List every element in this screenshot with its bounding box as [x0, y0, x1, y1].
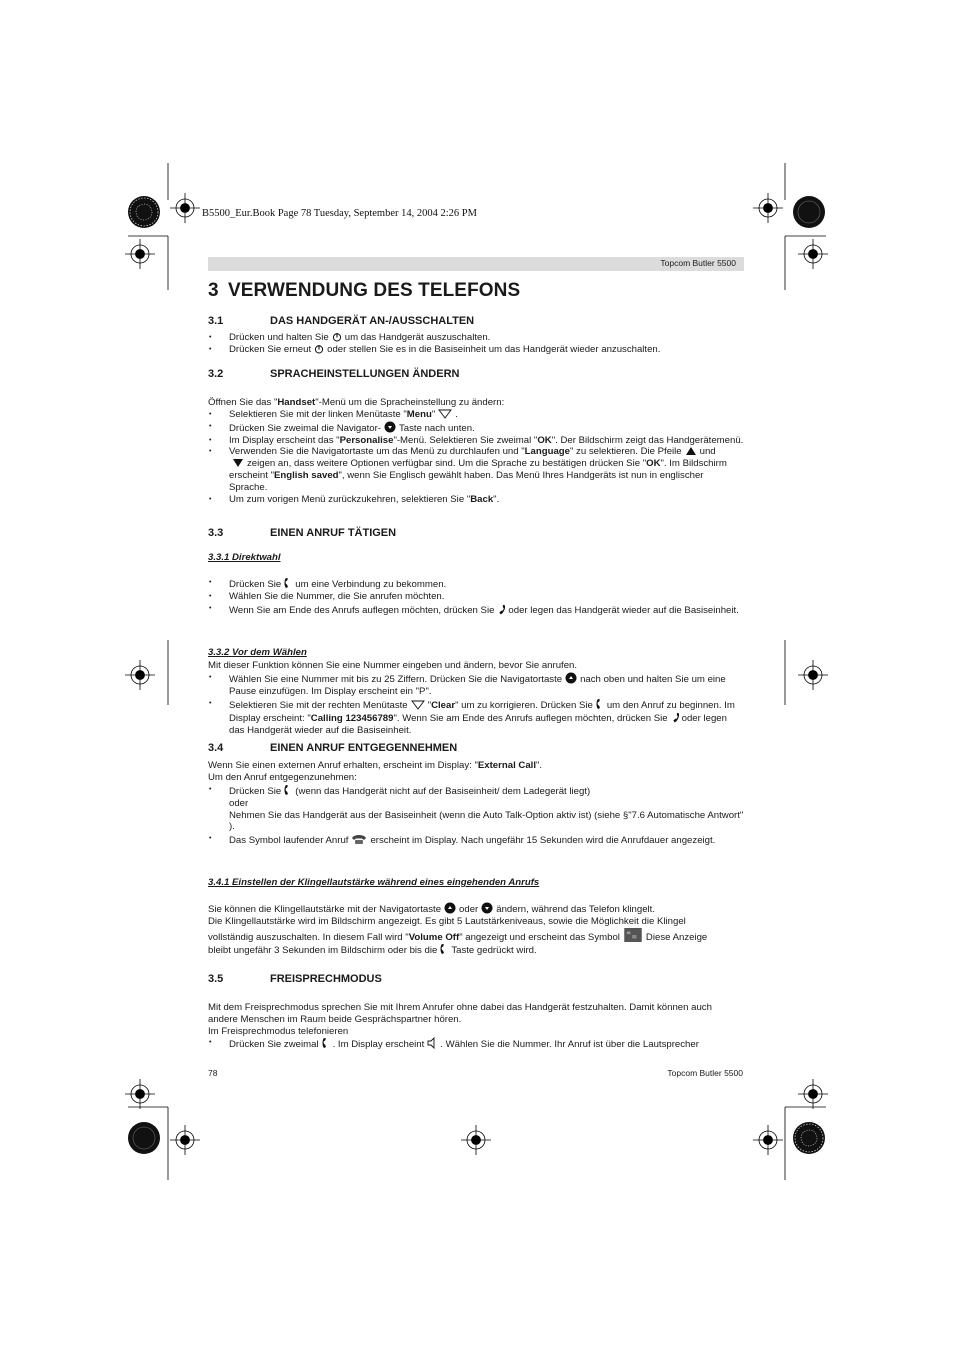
list-item: • Wenn Sie am Ende des Anrufs auflegen möchten, drücken Sie oder legen das Handgerät wieder auf die Basiseinheit.: [208, 603, 744, 617]
section-3-4-1-para: Sie können die Klingellautstärke mit der Navigatortaste oder ändern, während das Telefon klingelt. Die Klingellautstärke wird im Bildschirm angezeigt. Es gibt 5 Lautstärkeniveaus, sowie die Möglichkeit die Klingel vollständig auszuschalten. In diesem Fall wird "Volume Off" angezeigt und erscheint das Symbol Diese Anzeige bleibt ungefähr 3 Sekunden im Bildschirm oder bis die Taste gedrückt wird.: [208, 904, 708, 957]
arrow-down-icon: [232, 458, 244, 468]
list-item: • Um zum vorigen Menü zurückzukehren, selektieren Sie "Back".: [208, 494, 744, 506]
section-3-3-heading: [208, 527, 396, 539]
list-item: • Selektieren Sie mit der linken Menütaste "Menu" .: [208, 409, 744, 421]
section-title: EINEN ANRUF TÄTIGEN: [270, 527, 397, 539]
section-3-4-para: Wenn Sie einen externen Anruf erhalten, erscheint im Display: "External Call". Um den Anruf entgegenzunehmen:: [208, 760, 543, 783]
section-number: 3.4: [208, 742, 224, 754]
navigator-up-icon: [565, 672, 577, 684]
section-number: 3.3: [208, 527, 224, 539]
power-key-icon: [332, 332, 342, 342]
section-3-3-2-list: [208, 672, 744, 737]
section-number: 3.5: [208, 973, 224, 985]
section-number: 3.1: [208, 315, 224, 327]
hang-up-key-icon: [671, 711, 679, 723]
section-3-2-list: [208, 409, 744, 505]
section-3-2-heading: [208, 368, 459, 380]
section-3-1-heading: [208, 315, 474, 327]
section-3-5-heading: [208, 973, 382, 985]
section-title: FREISPRECHMODUS: [270, 973, 382, 985]
section-title: EINEN ANRUF ENTGEGENNEHMEN: [270, 742, 458, 754]
call-in-progress-icon: [351, 833, 367, 845]
chapter-title: [208, 280, 520, 302]
section-3-1-list: [208, 332, 744, 356]
list-item: • Drücken Sie zweimal die Navigator- Taste nach unten.: [208, 421, 744, 435]
left-menu-key-icon: [438, 409, 452, 419]
subsection-3-3-1-heading: 3.3.1 Direktwahl: [208, 552, 281, 563]
section-number: 3.2: [208, 368, 224, 380]
list-item: • Drücken Sie erneut oder stellen Sie es in die Basiseinheit um das Handgerät wieder anzuschalten.: [208, 344, 744, 356]
page-number: 78: [208, 1068, 218, 1078]
subsection-3-3-2-heading: 3.3.2 Vor dem Wählen: [208, 647, 307, 658]
section-title: SPRACHEINSTELLUNGEN ÄNDERN: [270, 368, 460, 380]
header-band: [208, 257, 744, 271]
list-item: • Drücken Sie (wenn das Handgerät nicht auf der Basiseinheit/ dem Ladegerät liegt) oder Nehmen Sie das Handgerät aus der Basiseinheit (wenn die Auto Talk-Option aktiv ist) (siehe §"7.6 Automatische Antwort" ).: [208, 784, 744, 833]
list-item: • Das Symbol laufender Anruf erscheint im Display. Nach ungefähr 15 Sekunden wird die Anrufdauer angezeigt.: [208, 833, 744, 847]
chapter-number: 3: [208, 280, 219, 301]
call-key-icon: [284, 784, 292, 796]
navigator-up-icon: [444, 902, 456, 914]
section-3-5-list: [208, 1037, 744, 1051]
section-3-3-1-list: [208, 577, 744, 616]
list-item: • Selektieren Sie mit der rechten Menütaste "Clear" um zu korrigieren. Drücken Sie um den Anruf zu beginnen. Im Display erscheint: "Calling 123456789". Wenn Sie am Ende des Anrufs auflegen möchten, drücken Sie oder legen das Handgerät wieder auf die Basiseinheit.: [208, 698, 744, 737]
section-3-3-2-intro: Mit dieser Funktion können Sie eine Nummer eingeben und ändern, bevor Sie anrufen.: [208, 660, 578, 671]
chapter-title-text: VERWENDUNG DES TELEFONS: [228, 280, 521, 301]
volume-off-icon: [623, 928, 643, 942]
section-3-4-list: [208, 784, 744, 847]
list-item: • Im Display erscheint das "Personalise"-Menü. Selektieren Sie zweimal "OK". Der Bildschirm zeigt das Handgerätemenü.: [208, 435, 744, 447]
section-3-4-heading: [208, 742, 457, 754]
navigator-down-icon: [481, 902, 493, 914]
call-key-icon: [284, 577, 292, 589]
list-item: • Drücken Sie um eine Verbindung zu bekommen.: [208, 577, 744, 591]
list-item: • Drücken Sie zweimal . Im Display erscheint . Wählen Sie die Nummer. Ihr Anruf ist über die Lautsprecher: [208, 1037, 744, 1051]
section-3-2-intro: Öffnen Sie das "Handset"-Menü um die Spracheinstellung zu ändern:: [208, 397, 505, 408]
call-key-icon: [322, 1037, 330, 1049]
print-slug: B5500_Eur.Book Page 78 Tuesday, September 14, 2004 2:26 PM: [202, 208, 477, 219]
list-item: • Drücken und halten Sie um das Handgerät auszuschalten.: [208, 332, 744, 344]
call-key-icon: [596, 698, 604, 710]
section-3-5-para: Mit dem Freisprechmodus sprechen Sie mit Ihrem Anrufer ohne dabei das Handgerät festzuhalten. Damit können auch andere Menschen im Raum beide Gesprächspartner hören. Im Freisprechmodus telefonieren: [208, 1002, 712, 1037]
navigator-down-icon: [384, 421, 396, 433]
power-key-icon: [314, 344, 324, 354]
list-item: • Wählen Sie die Nummer, die Sie anrufen möchten.: [208, 591, 744, 603]
header-product: Topcom Butler 5500: [660, 258, 736, 268]
arrow-up-icon: [685, 446, 697, 456]
hang-up-key-icon: [497, 603, 505, 615]
subsection-3-4-1-heading: 3.4.1 Einstellen der Klingellautstärke während eines eingehenden Anrufs: [208, 877, 540, 888]
right-menu-key-icon: [411, 700, 425, 710]
speaker-icon: [427, 1037, 437, 1049]
footer-product: Topcom Butler 5500: [667, 1068, 743, 1078]
list-item: • Wählen Sie eine Nummer mit bis zu 25 Ziffern. Drücken Sie die Navigatortaste nach oben und halten Sie um eine Pause einzufügen. Im Display erscheint ein "P".: [208, 672, 744, 698]
call-key-icon: [440, 943, 448, 955]
section-title: DAS HANDGERÄT AN-/AUSSCHALTEN: [270, 315, 475, 327]
list-item: • Verwenden Sie die Navigatortaste um das Menü zu durchlaufen und "Language" zu selektieren. Die Pfeile und zeigen an, dass weitere Optionen verfügbar sind. Um die Sprache zu bestätigen drücken Sie "OK". Im Bildschirm erscheint "English saved", wenn Sie Englisch gewählt haben. Das Menü Ihres Handgeräts ist nun in englischer Sprache.: [208, 446, 744, 493]
